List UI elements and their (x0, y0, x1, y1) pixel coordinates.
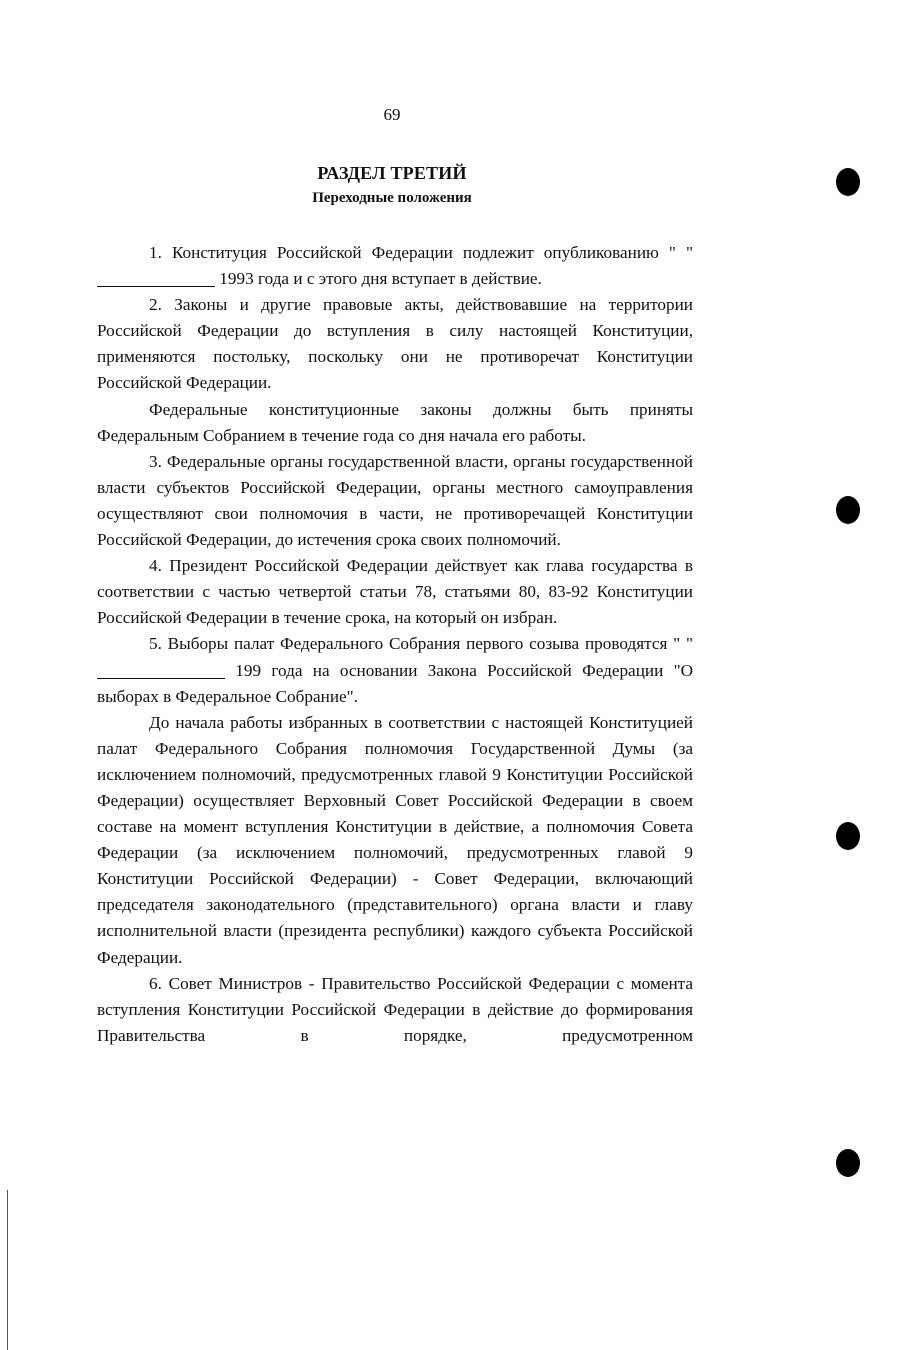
section-subtitle: Переходные положения (312, 190, 472, 206)
document-body (97, 240, 693, 1049)
paragraph-5-text-a: 5. Выборы палат Федерального Собрания первого созыва проводятся " " (149, 634, 693, 654)
paragraph-1-text-a: 1. Конституция Российской Федерации подлежит опубликованию " " (149, 243, 693, 262)
binder-hole-mark-4 (836, 1149, 860, 1177)
paragraph-5-continued: До начала работы избранных в соответствии с настоящей Конституцией палат Федерального Собрания полномочия Государственной Думы (за исключением полномочий, предусмотренных главой 9 Конституции Российской Федерации) осуществляет Верховный Совет Российской Федерации в своем составе на момент вступления Конституции в действие, а полномочия Совета Федерации (за исключением полномочий, предусмотренных главой 9 Конституции Российской Федерации) - Совет Федерации, включающий председателя законодательного (представительного) органа власти и главу исполнительной власти (президента республики) каждого субъекта Российской Федерации. (97, 712, 693, 967)
paragraph-3: 3. Федеральные органы государственной власти, органы государственной власти субъектов Российской Федерации, органы местного самоуправления осуществляют свои полномочия в части, не противоречащей Конституции Российской Федерации, до истечения срока своих полномочий. (97, 451, 693, 550)
paragraph-5 (97, 631, 693, 709)
scan-edge-line (7, 1190, 8, 1350)
binder-hole-mark-3 (836, 822, 860, 850)
date-blank-2 (97, 660, 225, 678)
paragraph-2: 2. Законы и другие правовые акты, действовавшие на территории Российской Федерации до вступления в силу настоящей Конституции, применяются постольку, поскольку они не противоречат Конституции Российской Федерации. (97, 295, 693, 393)
paragraph-5-text-b: 199 года на основании Закона Российской Федерации "О выборах в Федеральное Собрание". (97, 660, 693, 706)
date-blank-1 (97, 269, 215, 287)
section-title: РАЗДЕЛ ТРЕТИЙ (317, 163, 467, 183)
paragraph-1 (97, 240, 693, 292)
paragraph-4: 4. Президент Российской Федерации действует как глава государства в соответствии с частью четвертой статьи 78, статьями 80, 83-92 Конституции Российской Федерации в течение срока, на который он избран. (97, 556, 693, 628)
binder-hole-mark-1 (836, 168, 860, 196)
paragraph-2-continued: Федеральные конституционные законы должны быть приняты Федеральным Собранием в течение года со дня начала его работы. (97, 399, 693, 445)
binder-hole-mark-2 (836, 496, 860, 524)
paragraph-6: 6. Совет Министров - Правительство Российской Федерации с момента вступления Конституции Российской Федерации в действие до формирования Правительства в порядке, предусмотренном (97, 973, 693, 1045)
page-number: 69 (383, 105, 401, 124)
paragraph-1-text-b: 1993 года и с этого дня вступает в действие. (219, 269, 542, 289)
